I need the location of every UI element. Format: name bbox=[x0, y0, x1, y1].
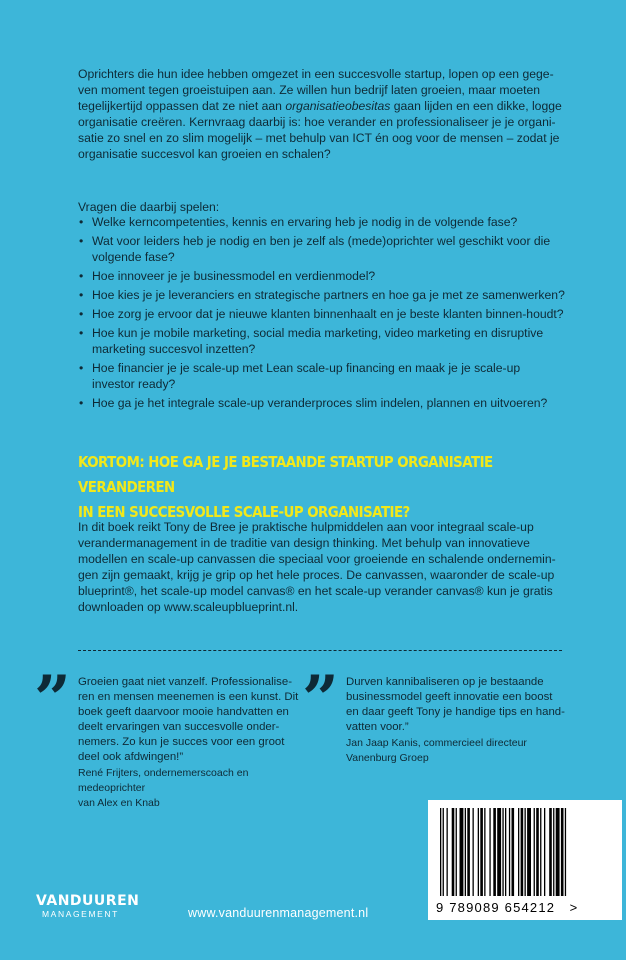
quote-2-role: Vanenburg Groep bbox=[346, 752, 429, 764]
headline bbox=[78, 450, 508, 525]
bullet-icon: • bbox=[79, 361, 84, 375]
quote-mark-icon: ” bbox=[302, 662, 333, 737]
list-item: • Hoe kun je mobile marketing, social media marketing, video marketing en disruptive marketing succesvol inzetten? bbox=[79, 326, 544, 356]
list-item: • Welke kerncompetenties, kennis en ervaring heb je nodig in de volgende fase? bbox=[79, 215, 518, 229]
list-item: • Hoe zorg je ervoor dat je nieuwe klanten binnenhaalt en je beste klanten binnen-houdt? bbox=[79, 307, 564, 321]
publisher-website: www.vanduurenmanagement.nl bbox=[188, 906, 369, 920]
publisher-sub: MANAGEMENT bbox=[42, 909, 119, 919]
quote-2-author: Jan Jaap Kanis, commercieel directeur bbox=[346, 737, 527, 749]
publisher-logo bbox=[36, 893, 156, 919]
quote-1-role: van Alex en Knab bbox=[78, 797, 160, 809]
headline-line-1: KORTOM: HOE GA JE JE BESTAANDE STARTUP ORGANISATIE VERANDEREN bbox=[78, 453, 493, 496]
bullet-icon: • bbox=[79, 215, 84, 229]
barcode bbox=[428, 800, 622, 920]
bullet-icon: • bbox=[79, 288, 84, 302]
questions-list bbox=[78, 214, 566, 414]
intro-emphasis: organisatieobesitas bbox=[285, 99, 391, 113]
quote-2 bbox=[346, 675, 568, 766]
quote-1-text: Groeien gaat niet vanzelf. Professionalise-ren en mensen meenemen is een kunst. Dit boek geeft daarvoor mooie handvatten en deelt ervaringen van succesvolle onder-nemers. Zo kun je succes voor een groot deel ook afdwingen!” bbox=[78, 676, 299, 763]
quote-mark-icon: ” bbox=[34, 662, 65, 737]
publisher-brand: VANDUUREN bbox=[36, 893, 140, 909]
questions-intro: Vragen die daarbij spelen: bbox=[78, 200, 220, 214]
list-item: • Hoe financier je je scale-up met Lean scale-up financing en maak je je scale-up investor ready? bbox=[79, 361, 521, 391]
quote-2-text: Durven kannibaliseren op je bestaande businessmodel geeft innovatie een boost en daar geeft Tony je handige tips en hand-vatten voor.” bbox=[346, 676, 565, 733]
barcode-number: 9 789089 654212 > bbox=[436, 900, 579, 915]
divider bbox=[78, 650, 562, 651]
list-item: • Hoe innoveer je je businessmodel en verdienmodel? bbox=[79, 269, 376, 283]
description-paragraph: In dit boek reikt Tony de Bree je praktische hulpmiddelen aan voor integraal scale-up verandermanagement in de traditie van design thinking. Met behulp van innovatieve modellen en scale-up canvassen die speciaal voor groeiende en schalende ondernemin-gen zijn gemaakt, krijg je grip op het hele proces. De canvassen, waaronder de scale-up blueprint®, het scale-up model canvas® en het scale-up verander canvas® kun je gratis downloaden op www.scaleupblueprint.nl. bbox=[78, 520, 556, 614]
list-item: • Wat voor leiders heb je nodig en ben je zelf als (mede)oprichter wel geschikt voor die volgende fase? bbox=[79, 234, 551, 264]
barcode-bars-icon bbox=[438, 808, 612, 898]
list-item: • Hoe ga je het integrale scale-up veranderproces slim indelen, plannen en uitvoeren? bbox=[79, 396, 548, 410]
bullet-icon: • bbox=[79, 269, 84, 283]
quote-1 bbox=[78, 675, 303, 811]
bullet-icon: • bbox=[79, 326, 84, 340]
list-item: • Hoe kies je je leveranciers en strategische partners en hoe ga je met ze samenwerken? bbox=[79, 288, 565, 302]
headline-line-2: IN EEN SUCCESVOLLE SCALE-UP ORGANISATIE? bbox=[78, 503, 410, 521]
bullet-icon: • bbox=[79, 396, 84, 410]
intro-paragraph: Oprichters die hun idee hebben omgezet in een succesvolle startup, lopen op een gege-ven moment tegen groeistuipen aan. Ze willen hun bedrijf laten groeien, maar moeten tegelijkertijd oppassen dat ze niet aan organisatieobesitas gaan lijden en een dikke, logge organisatie creëren. Kernvraag daarbij is: hoe verander en professionaliseer je je organi-satie zo snel en zo slim mogelijk – met behulp van ICT én oog voor de mensen – zodat je organisatie succesvol kan groeien en schalen? bbox=[78, 67, 562, 161]
bullet-icon: • bbox=[79, 307, 84, 321]
quote-1-author: René Frijters, ondernemerscoach en medeoprichter bbox=[78, 767, 249, 794]
bullet-icon: • bbox=[79, 234, 84, 248]
